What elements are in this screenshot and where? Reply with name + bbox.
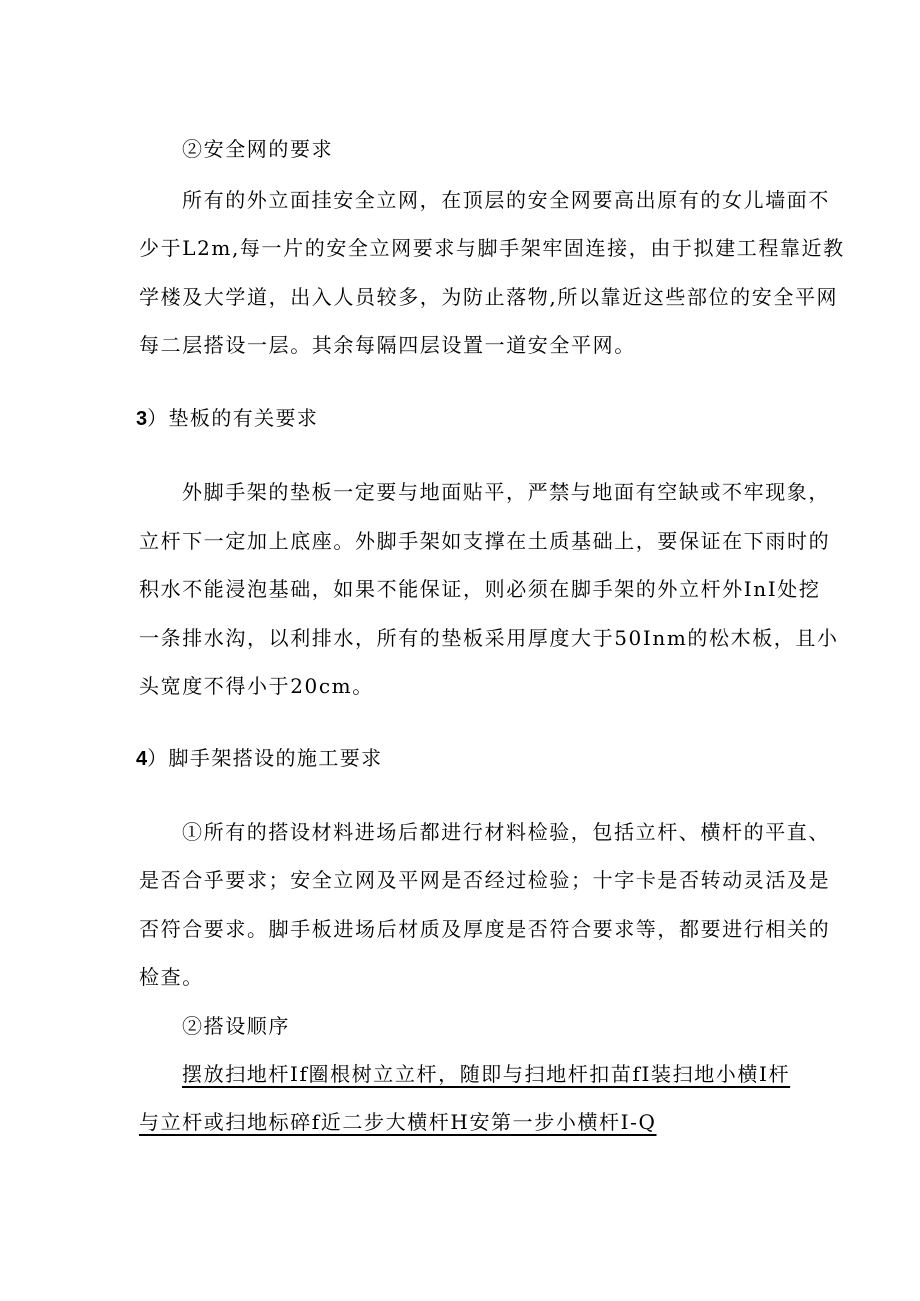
paragraph-line: 立杆下一定加上底座。外脚手架如支撑在土质基础上，要保证在下雨时的 (139, 529, 831, 553)
erection-order-title: ②搭设顺序 (182, 1014, 290, 1038)
paragraph-line: ①所有的搭设材料进场后都进行材料检验，包括立杆、横杆的平直、 (182, 820, 830, 844)
paragraph-line: 检查。 (139, 965, 204, 989)
paragraph-line: 外脚手架的垫板一定要与地面贴平，严禁与地面有空缺或不牢现象， (182, 480, 830, 504)
section-4-title: ）脚手架搭设的施工要求 (147, 746, 383, 770)
paragraph-line: 少于L2m,每一片的安全立网要求与脚手架牢固连接，由于拟建工程靠近教 (139, 236, 845, 260)
net-requirements-title: ②安全网的要求 (182, 137, 334, 161)
section-3-title: ）垫板的有关要求 (147, 406, 319, 430)
erection-order-line: 与立杆或扫地标碎f近二步大横杆H安第一步小横杆I-Q (139, 1110, 657, 1134)
section-4-heading (136, 746, 383, 771)
paragraph-line: 头宽度不得小于20cm。 (139, 674, 374, 698)
erection-order-line: 摆放扫地杆If圈根树立立杆，随即与扫地杆扣苗fI装扫地小横I杆 (182, 1062, 791, 1086)
paragraph-line: 一条排水沟，以利排水，所有的垫板采用厚度大于50Inm的松木板，且小 (139, 626, 839, 650)
paragraph-line: 学楼及大学道，出入人员较多，为防止落物,所以靠近这些部位的安全平网 (139, 285, 839, 309)
section-3-number: 3 (136, 408, 148, 430)
paragraph-line: 积水不能浸泡基础，如果不能保证，则必须在脚手架的外立杆外InI处挖 (139, 577, 821, 601)
paragraph-line: 是否合乎要求；安全立网及平网是否经过检验；十字卡是否转动灵活及是 (139, 868, 831, 892)
section-4-number: 4 (136, 748, 148, 770)
paragraph-line: 否符合要求。脚手板进场后材质及厚度是否符合要求等，都要进行相关的 (139, 917, 831, 941)
paragraph-line: 每二层搭设一层。其余每隔四层设置一道安全平网。 (139, 333, 636, 357)
section-3-heading (136, 406, 318, 431)
paragraph-line: 所有的外立面挂安全立网，在顶层的安全网要高出原有的女儿墙面不 (182, 188, 830, 212)
